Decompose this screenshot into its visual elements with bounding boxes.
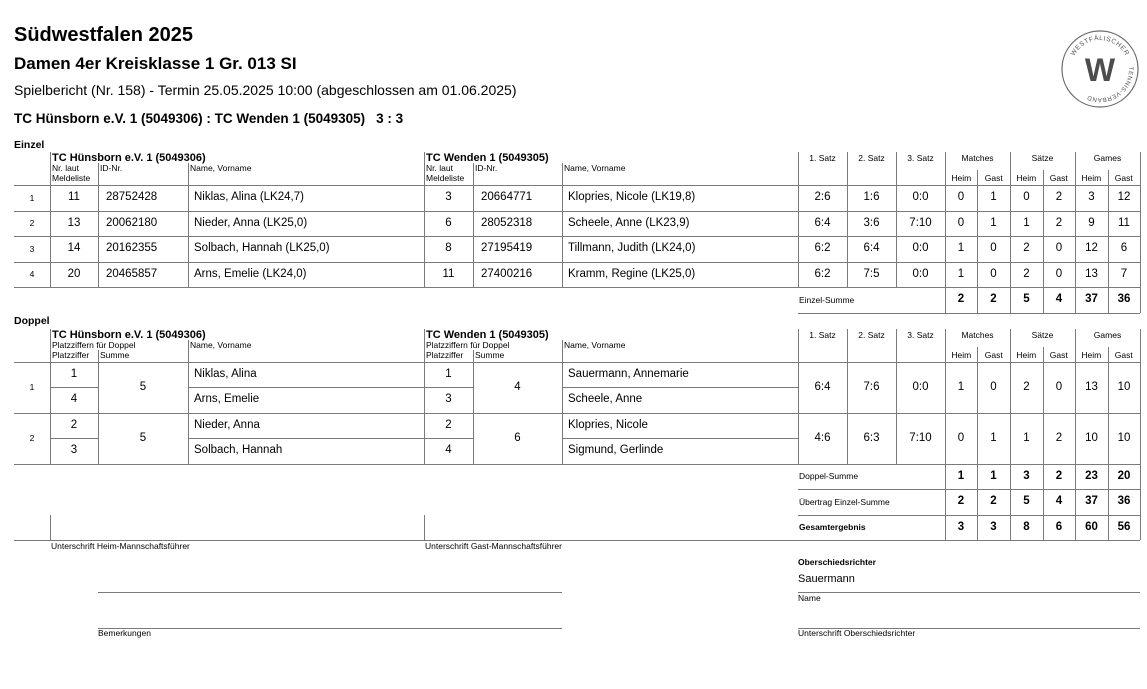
table-rule <box>1108 362 1109 464</box>
name-header: Name, Vorname <box>190 340 252 350</box>
saetze-gast-header: Gast <box>1049 349 1068 360</box>
guest-id-nr: 20664771 <box>481 191 533 204</box>
einzel-summe-value: 2 <box>990 293 997 306</box>
set-3-score: 7:10 <box>909 216 932 229</box>
row-number: 1 <box>29 382 35 393</box>
home-team-header: TC Hünsborn e.V. 1 (5049306) <box>52 329 206 341</box>
table-rule <box>98 592 562 593</box>
name-header: Name, Vorname <box>564 340 626 350</box>
table-rule <box>798 313 1140 314</box>
games-gast: 6 <box>1120 242 1128 255</box>
table-rule <box>50 362 51 464</box>
games-header: Games <box>1093 152 1122 163</box>
games-gast-header: Gast <box>1114 172 1133 183</box>
table-rule <box>473 350 474 362</box>
games-heim: 13 <box>1085 380 1098 393</box>
set-1-score: 2:6 <box>814 191 831 204</box>
einzel-summe-value: 2 <box>957 293 965 306</box>
guest-meldeliste-nr: 6 <box>445 216 452 229</box>
saetze-heim-header: Heim <box>1016 172 1037 183</box>
saetze-gast: 0 <box>1055 267 1063 280</box>
saetze-heim: 2 <box>1023 242 1030 255</box>
games-heim: 3 <box>1088 191 1095 204</box>
table-rule <box>14 185 1140 186</box>
table-rule <box>847 329 848 362</box>
set2-header: 2. Satz <box>858 329 885 340</box>
summary-value: 2 <box>990 495 997 508</box>
table-rule <box>1140 464 1141 540</box>
league-title: Damen 4er Kreisklasse 1 Gr. 013 SI <box>14 54 297 73</box>
matches-heim: 0 <box>957 216 965 229</box>
row-number: 2 <box>29 218 35 229</box>
table-rule <box>473 362 474 464</box>
table-rule <box>798 489 1140 490</box>
summary-label: Doppel-Summe <box>799 471 859 482</box>
table-rule <box>50 152 51 185</box>
games-gast: 10 <box>1117 380 1131 393</box>
saetze-gast: 0 <box>1055 380 1063 393</box>
referee-name-label: Name <box>798 593 821 603</box>
home-player-name: Arns, Emelie <box>194 393 260 406</box>
home-team-header: TC Hünsborn e.V. 1 (5049306) <box>52 152 206 164</box>
table-rule <box>50 438 98 439</box>
table-rule <box>14 287 1140 288</box>
table-rule <box>562 340 563 362</box>
table-rule <box>977 287 978 313</box>
guest-captain-signature-label: Unterschrift Gast-Mannschaftsführer <box>425 541 562 551</box>
matches-gast: 1 <box>990 431 997 444</box>
table-rule <box>14 540 1140 541</box>
summary-value: 1 <box>957 469 965 482</box>
table-rule <box>1010 362 1011 464</box>
summary-value: 37 <box>1085 495 1098 508</box>
games-gast: 12 <box>1117 191 1131 204</box>
guest-platzziffer: 4 <box>445 444 452 457</box>
table-rule <box>847 362 848 464</box>
table-rule <box>977 347 978 362</box>
row-number: 4 <box>29 269 35 280</box>
home-player-name: Solbach, Hannah <box>194 444 283 457</box>
table-rule <box>1010 152 1011 185</box>
guest-platzziffer-summe: 6 <box>514 431 521 444</box>
summary-value: 5 <box>1023 495 1030 508</box>
summary-value: 2 <box>1055 469 1063 482</box>
matches-heim: 1 <box>957 267 965 280</box>
set-1-score: 4:6 <box>814 431 831 444</box>
guest-meldeliste-nr: 11 <box>442 267 455 280</box>
table-rule <box>1108 170 1109 185</box>
nr-header: Meldeliste <box>426 173 465 183</box>
table-rule <box>945 329 946 362</box>
matches-gast: 0 <box>990 242 997 255</box>
table-rule <box>1010 287 1011 313</box>
guest-platzziffer: 1 <box>445 367 452 380</box>
table-rule <box>1108 464 1109 540</box>
referee-name: Sauermann <box>798 573 855 585</box>
set2-header: 2. Satz <box>858 152 885 163</box>
matches-heim-header: Heim <box>951 172 972 183</box>
table-rule <box>188 387 473 388</box>
table-rule <box>50 515 51 540</box>
table-rule <box>98 362 99 464</box>
set-1-score: 6:2 <box>814 267 831 280</box>
table-rule <box>424 185 425 287</box>
table-rule <box>1108 287 1109 313</box>
home-id-nr: 28752428 <box>106 191 158 204</box>
section-einzel: Einzel <box>14 139 45 151</box>
matches-gast: 1 <box>990 216 997 229</box>
saetze-header: Sätze <box>1031 329 1054 340</box>
referee-heading: Oberschiedsrichter <box>798 557 876 567</box>
summary-value: 3 <box>957 520 965 533</box>
set-3-score: 7:10 <box>909 431 932 444</box>
home-platzziffer: 1 <box>70 367 78 380</box>
matchup-line <box>14 112 403 126</box>
table-rule <box>798 185 799 287</box>
guest-player-name: Scheele, Anne <box>568 393 643 406</box>
summary-label: Übertrag Einzel-Summe <box>799 496 890 507</box>
matches-gast-header: Gast <box>984 172 1003 183</box>
saetze-gast: 2 <box>1055 191 1063 204</box>
home-platzziffer: 3 <box>70 444 78 457</box>
summary-value: 56 <box>1117 520 1131 533</box>
table-rule <box>562 438 798 439</box>
table-rule <box>1043 185 1044 287</box>
guest-player-name: Scheele, Anne (LK23,9) <box>568 216 690 229</box>
saetze-gast: 2 <box>1055 431 1063 444</box>
set-2-score: 7:6 <box>863 380 880 393</box>
einzel-summe-value: 36 <box>1117 293 1131 306</box>
table-rule <box>50 387 98 388</box>
table-rule <box>1108 347 1109 362</box>
logo-top-text: WESTFÄLISCHER <box>1069 34 1131 58</box>
pz-group-header: Platzziffern für Doppel <box>52 340 136 350</box>
table-rule <box>1075 362 1076 464</box>
table-rule <box>896 329 897 362</box>
table-rule <box>977 185 978 287</box>
table-rule <box>1043 287 1044 313</box>
home-meldeliste-nr: 14 <box>67 242 81 255</box>
set-2-score: 6:3 <box>863 431 880 444</box>
table-rule <box>1043 347 1044 362</box>
table-rule <box>50 329 51 362</box>
nr-header: Nr. laut <box>426 163 453 173</box>
row-number: 2 <box>29 433 35 444</box>
table-rule <box>977 464 978 540</box>
home-meldeliste-nr: 13 <box>67 216 81 229</box>
guest-player-name: Klopries, Nicole (LK19,8) <box>568 191 696 204</box>
guest-platzziffer: 2 <box>445 418 452 431</box>
guest-meldeliste-nr: 3 <box>445 191 452 204</box>
id-header: ID-Nr. <box>100 163 123 173</box>
table-rule <box>896 362 897 464</box>
table-rule <box>188 340 189 362</box>
set-2-score: 7:5 <box>863 267 880 280</box>
matches-gast-header: Gast <box>984 349 1003 360</box>
nr-header: Meldeliste <box>52 173 91 183</box>
table-rule <box>847 185 848 287</box>
summary-value: 6 <box>1055 520 1063 533</box>
guest-team-header: TC Wenden 1 (5049305) <box>426 152 549 164</box>
games-gast: 10 <box>1117 431 1131 444</box>
matches-heim-header: Heim <box>951 349 972 360</box>
table-rule <box>14 236 1140 237</box>
match-score: 3 : 3 <box>376 111 404 126</box>
table-rule <box>473 185 474 287</box>
table-rule <box>562 362 563 464</box>
guest-meldeliste-nr: 8 <box>445 242 452 255</box>
table-rule <box>14 413 1140 414</box>
summary-value: 36 <box>1117 495 1131 508</box>
matches-gast: 0 <box>990 267 997 280</box>
table-rule <box>1010 464 1011 540</box>
table-rule <box>945 287 946 313</box>
table-rule <box>945 152 946 185</box>
table-rule <box>1010 329 1011 362</box>
saetze-gast-header: Gast <box>1049 172 1068 183</box>
table-rule <box>98 628 562 629</box>
row-number: 1 <box>29 192 35 203</box>
table-rule <box>14 211 1140 212</box>
matchup-teams: TC Hünsborn e.V. 1 (5049306) : TC Wenden 1 (5049305) <box>14 111 366 126</box>
table-rule <box>798 152 799 185</box>
home-player-name: Nieder, Anna (LK25,0) <box>194 216 308 229</box>
guest-id-nr: 28052318 <box>481 216 533 229</box>
saetze-heim: 2 <box>1023 380 1030 393</box>
games-heim-header: Heim <box>1081 172 1102 183</box>
guest-player-name: Klopries, Nicole <box>568 418 648 431</box>
page-title: Südwestfalen 2025 <box>14 24 193 46</box>
table-rule <box>1010 185 1011 287</box>
table-rule <box>98 185 99 287</box>
guest-platzziffer: 3 <box>445 393 452 406</box>
table-rule <box>798 628 1140 629</box>
set-3-score: 0:0 <box>912 380 929 393</box>
table-rule <box>798 592 1140 593</box>
games-heim: 10 <box>1085 431 1098 444</box>
guest-id-nr: 27400216 <box>481 267 533 280</box>
games-heim: 12 <box>1085 242 1098 255</box>
report-info: Spielbericht (Nr. 158) - Termin 25.05.2025 10:00 (abgeschlossen am 01.06.2025) <box>14 82 517 98</box>
home-meldeliste-nr: 11 <box>68 191 80 204</box>
matches-heim: 0 <box>957 191 965 204</box>
guest-player-name: Tillmann, Judith (LK24,0) <box>568 242 696 255</box>
summary-value: 8 <box>1023 520 1030 533</box>
home-id-nr: 20162355 <box>106 242 158 255</box>
summary-value: 20 <box>1117 469 1131 482</box>
summary-value: 3 <box>990 520 997 533</box>
set-1-score: 6:2 <box>814 242 831 255</box>
table-rule <box>188 185 189 287</box>
guest-platzziffer-summe: 4 <box>514 380 521 393</box>
set1-header: 1. Satz <box>809 329 836 340</box>
sum-header: Summe <box>100 350 130 360</box>
table-rule <box>1043 464 1044 540</box>
table-rule <box>562 387 798 388</box>
saetze-heim: 1 <box>1023 216 1030 229</box>
saetze-header: Sätze <box>1031 152 1054 163</box>
einzel-summe-value: 5 <box>1023 293 1030 306</box>
saetze-heim: 0 <box>1023 191 1030 204</box>
verband-logo <box>1059 28 1141 110</box>
matches-heim: 1 <box>957 380 965 393</box>
table-rule <box>1043 170 1044 185</box>
saetze-heim-header: Heim <box>1016 349 1037 360</box>
saetze-gast: 0 <box>1055 242 1063 255</box>
nr-header: Nr. laut <box>52 163 79 173</box>
table-rule <box>977 362 978 464</box>
guest-player-name: Sauermann, Annemarie <box>568 367 689 380</box>
table-rule <box>14 464 1140 465</box>
summary-value: 2 <box>957 495 965 508</box>
summary-value: 1 <box>990 469 997 482</box>
summary-label: Gesamtergebnis <box>799 522 866 533</box>
table-rule <box>1108 185 1109 287</box>
table-rule <box>798 515 1140 516</box>
guest-id-nr: 27195419 <box>481 242 533 255</box>
matches-gast: 0 <box>990 380 997 393</box>
einzel-summe-value: 37 <box>1085 293 1098 306</box>
set-3-score: 0:0 <box>912 267 929 280</box>
summary-value: 23 <box>1085 469 1098 482</box>
table-rule <box>1140 185 1141 287</box>
table-rule <box>188 362 189 464</box>
home-player-name: Arns, Emelie (LK24,0) <box>194 267 307 280</box>
games-heim-header: Heim <box>1081 349 1102 360</box>
table-rule <box>14 262 1140 263</box>
summary-value: 4 <box>1055 495 1063 508</box>
summary-value: 60 <box>1085 520 1098 533</box>
table-rule <box>1140 362 1141 464</box>
logo-bottom-text: TENNIS-VERBAND <box>1086 66 1135 104</box>
games-gast: 7 <box>1120 267 1128 280</box>
home-platzziffer-summe: 5 <box>139 431 147 444</box>
summary-value: 3 <box>1023 469 1030 482</box>
table-rule <box>798 329 799 362</box>
games-heim: 13 <box>1085 267 1098 280</box>
home-player-name: Niklas, Alina (LK24,7) <box>194 191 304 204</box>
saetze-heim: 2 <box>1023 267 1030 280</box>
referee-signature-label: Unterschrift Oberschiedsrichter <box>798 628 916 638</box>
set-2-score: 1:6 <box>863 191 880 204</box>
table-rule <box>1075 287 1076 313</box>
table-rule <box>1140 287 1141 313</box>
games-header: Games <box>1093 329 1122 340</box>
remarks-label: Bemerkungen <box>98 628 151 638</box>
set3-header: 3. Satz <box>907 329 934 340</box>
set-1-score: 6:4 <box>814 216 831 229</box>
table-rule <box>1140 329 1141 362</box>
saetze-gast: 2 <box>1055 216 1063 229</box>
logo-w-mark: W <box>1084 52 1116 88</box>
set1-header: 1. Satz <box>809 152 836 163</box>
games-gast-header: Gast <box>1114 349 1133 360</box>
table-rule <box>50 185 51 287</box>
table-rule <box>14 362 1140 363</box>
guest-player-name: Kramm, Regine (LK25,0) <box>568 267 696 280</box>
table-rule <box>1075 152 1076 185</box>
table-rule <box>562 163 563 185</box>
saetze-heim: 1 <box>1023 431 1030 444</box>
table-rule <box>1075 185 1076 287</box>
home-player-name: Nieder, Anna <box>194 418 260 431</box>
matches-header: Matches <box>961 329 994 340</box>
table-rule <box>945 185 946 287</box>
pz-header: Platzziffer <box>426 350 464 360</box>
einzel-summe-label: Einzel-Summe <box>799 294 855 305</box>
guest-player-name: Sigmund, Gerlinde <box>568 444 664 457</box>
matches-gast: 1 <box>990 191 997 204</box>
home-player-name: Solbach, Hannah (LK25,0) <box>194 242 330 255</box>
table-rule <box>945 464 946 540</box>
name-header: Name, Vorname <box>564 163 626 173</box>
table-rule <box>473 163 474 185</box>
id-header: ID-Nr. <box>475 163 498 173</box>
row-number: 3 <box>29 243 35 254</box>
guest-team-header: TC Wenden 1 (5049305) <box>426 329 549 341</box>
table-rule <box>1140 152 1141 185</box>
table-rule <box>847 152 848 185</box>
matches-heim: 1 <box>957 242 965 255</box>
home-captain-signature-label: Unterschrift Heim-Mannschaftsführer <box>51 541 190 551</box>
table-rule <box>977 170 978 185</box>
table-rule <box>798 362 799 464</box>
home-platzziffer: 4 <box>70 393 78 406</box>
pz-header: Platzziffer <box>52 350 90 360</box>
table-rule <box>424 329 425 362</box>
games-heim: 9 <box>1088 216 1095 229</box>
table-rule <box>188 438 473 439</box>
table-rule <box>945 362 946 464</box>
set3-header: 3. Satz <box>907 152 934 163</box>
table-rule <box>896 185 897 287</box>
matches-header: Matches <box>961 152 994 163</box>
home-platzziffer-summe: 5 <box>139 380 147 393</box>
table-rule <box>98 350 99 362</box>
set-3-score: 0:0 <box>912 242 929 255</box>
table-rule <box>98 163 99 185</box>
sum-header: Summe <box>475 350 505 360</box>
home-player-name: Niklas, Alina <box>194 367 257 380</box>
pz-group-header: Platzziffern für Doppel <box>426 340 510 350</box>
set-2-score: 6:4 <box>863 242 880 255</box>
einzel-summe-value: 4 <box>1055 293 1063 306</box>
section-doppel: Doppel <box>14 315 50 327</box>
set-2-score: 3:6 <box>863 216 880 229</box>
set-1-score: 6:4 <box>814 380 831 393</box>
table-rule <box>424 152 425 185</box>
table-rule <box>1043 362 1044 464</box>
table-rule <box>1075 329 1076 362</box>
table-rule <box>424 515 425 540</box>
games-gast: 11 <box>1118 216 1130 229</box>
home-id-nr: 20465857 <box>106 267 158 280</box>
table-rule <box>424 362 425 464</box>
matches-heim: 0 <box>957 431 965 444</box>
table-rule <box>1075 464 1076 540</box>
home-meldeliste-nr: 20 <box>67 267 81 280</box>
home-platzziffer: 2 <box>70 418 78 431</box>
set-3-score: 0:0 <box>912 191 929 204</box>
table-rule <box>188 163 189 185</box>
table-rule <box>896 152 897 185</box>
home-id-nr: 20062180 <box>106 216 158 229</box>
name-header: Name, Vorname <box>190 163 252 173</box>
table-rule <box>562 185 563 287</box>
